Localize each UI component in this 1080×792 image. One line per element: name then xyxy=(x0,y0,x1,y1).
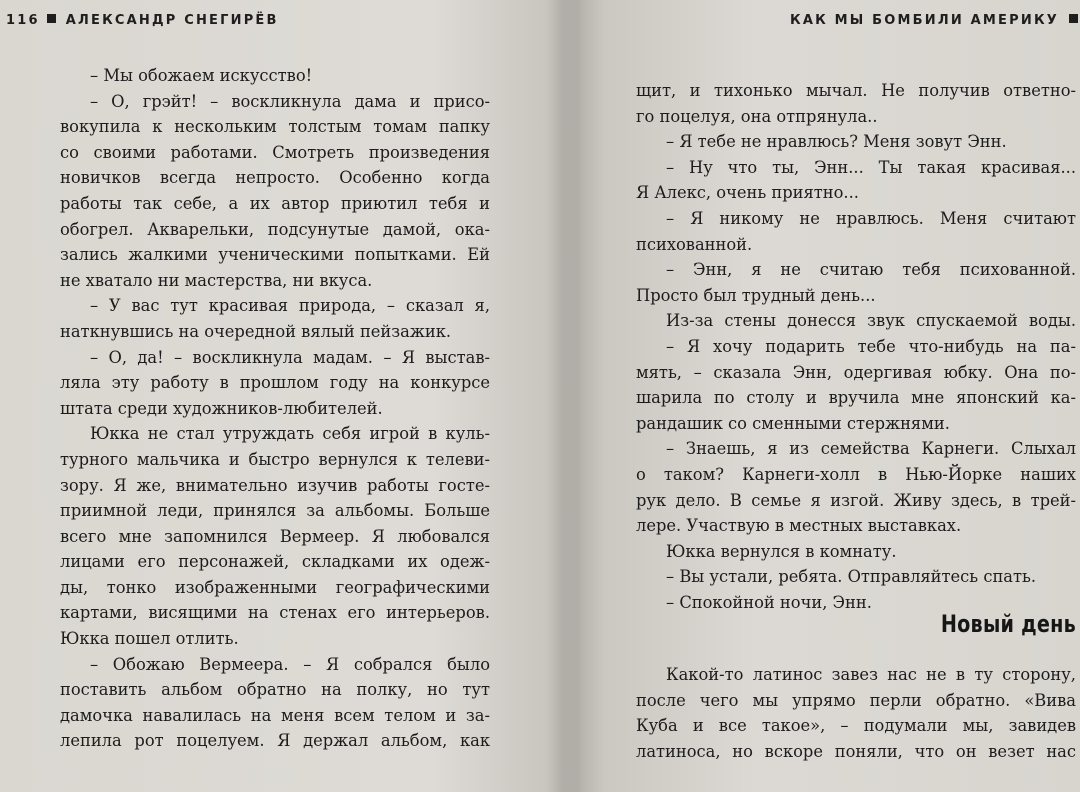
square-ornament-icon xyxy=(1069,14,1078,23)
text-line: мять, – сказала Энн, одергивая юбку. Она по- xyxy=(636,362,1076,382)
title-running-head: КАК МЫ БОМБИЛИ АМЕРИКУ xyxy=(790,13,1059,28)
text-line: щит, и тихонько мычал. Не получив ответно- xyxy=(636,81,1076,100)
running-head-left xyxy=(6,13,279,28)
text-line: поставить альбом обратно на полку, но тут xyxy=(60,680,490,700)
text-line: работы так себе, а их автор приютил тебя и xyxy=(60,193,490,213)
text-line: картами, висящими на стенах его интерьеров. xyxy=(60,603,490,623)
right-page-text xyxy=(636,78,1076,615)
text-line: – Я никому не нравлюсь. Меня считают xyxy=(666,208,1076,228)
text-line: зору. Я же, внимательно изучив работы госте- xyxy=(60,475,490,495)
text-line: зались жалкими ученическими попытками. Ей xyxy=(60,245,490,265)
text-line: Я Алекс, очень приятно... xyxy=(636,183,859,203)
text-line: лепила рот поцелуем. Я держал альбом, как xyxy=(60,731,490,751)
left-page-text xyxy=(60,63,490,754)
text-line: турного мальчика и быстро вернулся к телеви- xyxy=(60,449,490,469)
text-line: латиноса, но вскоре поняли, что он везет нас xyxy=(636,741,1076,761)
text-line: со своими работами. Смотреть произведения xyxy=(60,142,490,162)
text-line: ды, тонко изображенными географическими xyxy=(60,577,490,597)
text-line: лере. Участвую в местных выставках. xyxy=(636,516,962,536)
text-line: приимной леди, принялся за альбомы. Больше xyxy=(60,501,490,521)
text-line: психованной. xyxy=(636,234,753,254)
text-line: дамочка навалилась на меня всем телом и за- xyxy=(60,705,490,725)
text-line: после чего мы упрямо перли обратно. «Вива xyxy=(636,690,1076,710)
text-line: – Ну что ты, Энн... Ты такая красивая... xyxy=(666,157,1076,177)
text-line: наткнувшись на очередной вялый пейзажик. xyxy=(60,321,452,341)
section-heading: Новый день xyxy=(940,610,1076,638)
text-line: Из-за стены донесся звук спускаемой воды. xyxy=(666,311,1076,331)
text-line: Юкка пошел отлить. xyxy=(60,629,239,649)
text-line: шарила по столу и вручила мне японский ка- xyxy=(636,388,1076,408)
square-ornament-icon xyxy=(47,14,56,23)
text-line: – Энн, я не считаю тебя психованной. xyxy=(666,260,1076,280)
text-line: Просто был трудный день... xyxy=(636,285,876,305)
text-line: Юкка вернулся в комнату. xyxy=(666,541,897,561)
author-running-head: АЛЕКСАНДР СНЕГИРЁВ xyxy=(65,13,279,28)
text-line: Юкка не стал утруждать себя игрой в куль- xyxy=(90,424,490,444)
page-number: 116 xyxy=(6,13,40,28)
text-line: – Вы устали, ребята. Отправляйтесь спать. xyxy=(666,567,1037,587)
text-line: – Я тебе не нравлюсь? Меня зовут Энн. xyxy=(666,132,1007,152)
text-line: не хватало ни мастерства, ни вкуса. xyxy=(60,270,373,290)
text-line: – О, грэйт! – воскликнула дама и присо- xyxy=(90,91,490,111)
text-line: Какой-то латинос завез нас не в ту сторону, xyxy=(666,665,1076,684)
right-page-text-after-heading xyxy=(636,662,1076,764)
text-line: – Мы обожаем искусство! xyxy=(90,66,313,85)
text-line: – У вас тут красивая природа, – сказал я, xyxy=(90,296,490,316)
text-line: Куба и все такое», – подумали мы, завидев xyxy=(636,716,1076,736)
text-line: вокупила к нескольким толстым томам папку xyxy=(60,117,490,137)
text-line: обогрел. Акварельки, подсунутые дамой, ока- xyxy=(60,219,490,239)
text-line: лицами его персонажей, складками их одеж- xyxy=(60,552,490,572)
text-line: рук дело. В семье я изгой. Живу здесь, в трей- xyxy=(636,490,1076,510)
text-line: – Я хочу подарить тебе что-нибудь на па- xyxy=(666,336,1076,356)
text-line: штата среди художников-любителей. xyxy=(60,398,383,418)
text-line: всего мне запомнился Вермеер. Я любовался xyxy=(60,526,490,546)
text-line: – Обожаю Вермеера. – Я собрался было xyxy=(90,654,490,674)
right-page xyxy=(574,0,1080,792)
text-line: го поцелуя, она отпрянула.. xyxy=(636,106,878,126)
running-head-right xyxy=(790,13,1078,28)
text-line: – О, да! – воскликнула мадам. – Я выстав- xyxy=(90,347,490,367)
text-line: рандашик со сменными стержнями. xyxy=(636,413,950,433)
text-line: о таком? Карнеги-холл в Нью-Йорке наших xyxy=(636,464,1076,484)
text-line: ляла эту работу в прошлом году на конкурсе xyxy=(60,373,490,393)
text-line: новичков всегда непросто. Особенно когда xyxy=(60,168,490,188)
text-line: – Знаешь, я из семейства Карнеги. Слыхал xyxy=(666,439,1076,459)
text-line: – Спокойной ночи, Энн. xyxy=(666,592,872,612)
